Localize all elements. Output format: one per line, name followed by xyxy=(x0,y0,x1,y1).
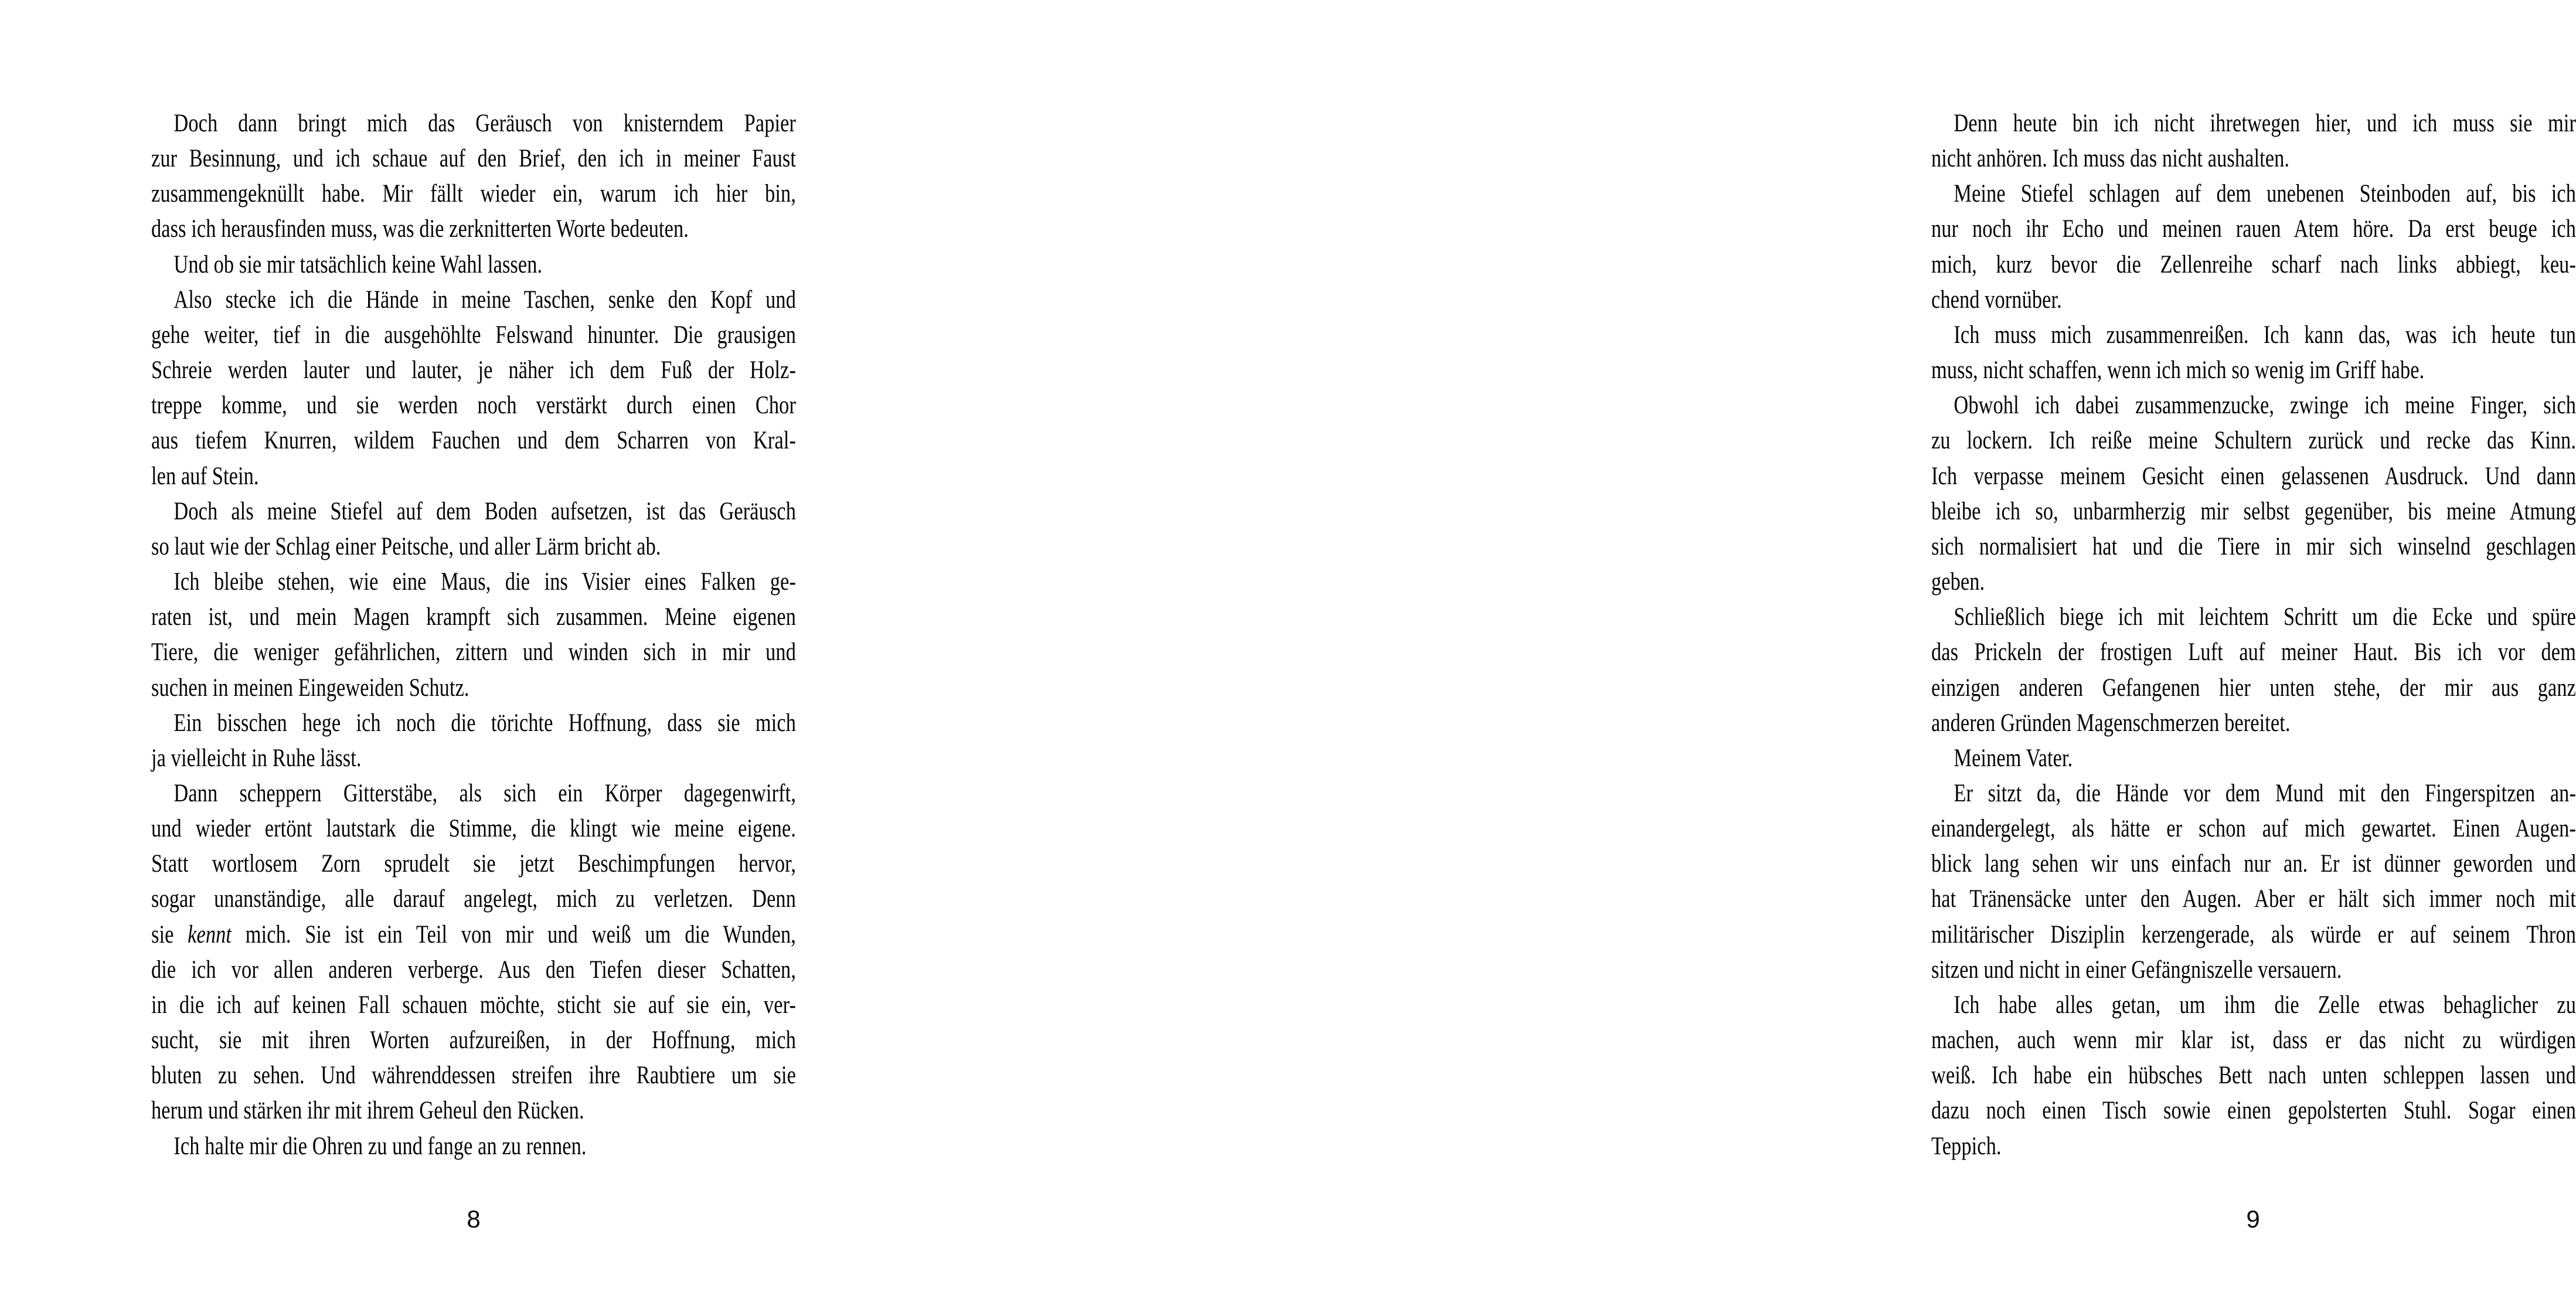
text-line: in die ich auf keinen Fall schauen möchte, sticht sie auf sie ein, ver- xyxy=(151,991,796,1019)
book-page-right xyxy=(908,0,2576,1316)
text-line: nur noch ihr Echo und meinen rauen Atem höre. Da erst beuge ich xyxy=(1931,215,2576,243)
text-line: Teppich. xyxy=(1931,1132,2002,1160)
text-line: Also stecke ich die Hände in meine Taschen, senke den Kopf und xyxy=(173,285,796,314)
text-line: Meine Stiefel schlagen auf dem unebenen Steinboden auf, bis ich xyxy=(1954,180,2576,208)
text-line: geben. xyxy=(1931,568,1985,596)
page-number-left: 8 xyxy=(467,1205,481,1233)
text-line: und wieder ertönt lautstark die Stimme, die klingt wie meine eigene. xyxy=(151,815,796,843)
text-line: bleibe ich so, unbarmherzig mir selbst gegenüber, bis meine Atmung xyxy=(1931,497,2576,525)
text-line: dass ich herausfinden muss, was die zerknitterten Worte bedeuten. xyxy=(151,215,689,243)
text-line: Ich habe alles getan, um ihm die Zelle etwas behaglicher zu xyxy=(1954,991,2576,1019)
text-line: ja vielleicht in Ruhe lässt. xyxy=(151,744,362,772)
text-line: Ich bleibe stehen, wie eine Maus, die ins Visier eines Falken ge- xyxy=(173,568,796,596)
text-line: Denn heute bin ich nicht ihretwegen hier, und ich muss sie mir xyxy=(1954,110,2576,137)
text-line: len auf Stein. xyxy=(151,462,259,490)
text-line: anderen Gründen Magenschmerzen bereitet. xyxy=(1931,709,2291,737)
text-line: bluten zu sehen. Und währenddessen streifen ihre Raubtiere um sie xyxy=(151,1062,796,1090)
text-line: raten ist, und mein Magen krampft sich zusammen. Meine eigenen xyxy=(151,603,796,631)
text-line: das Prickeln der frostigen Luft auf meiner Haut. Bis ich vor dem xyxy=(1931,638,2576,666)
text-line: aus tiefem Knurren, wildem Fauchen und dem Scharren von Kral- xyxy=(151,427,796,455)
text-line: Schließlich biege ich mit leichtem Schritt um die Ecke und spüre xyxy=(1954,603,2576,631)
text-line: Ich halte mir die Ohren zu und fange an zu rennen. xyxy=(173,1132,587,1160)
text-line: sich normalisiert hat und die Tiere in mir sich winselnd geschlagen xyxy=(1931,532,2576,560)
page-text-column-left xyxy=(151,106,796,1164)
text-line: sogar unanständige, alle darauf angelegt, mich zu verletzen. Denn xyxy=(151,885,796,913)
text-line: einzigen anderen Gefangenen hier unten stehe, der mir aus ganz xyxy=(1931,674,2576,702)
page-text-column-right xyxy=(1931,106,2576,1164)
text-line: zusammengeknüllt habe. Mir fällt wieder ein, warum ich hier bin, xyxy=(151,180,796,208)
text-line: chend vornüber. xyxy=(1931,285,2062,314)
text-line: mich, kurz bevor die Zellenreihe scharf nach links abbiegt, keu- xyxy=(1931,250,2576,278)
text-line: treppe komme, und sie werden noch verstärkt durch einen Chor xyxy=(151,392,796,420)
text-line: muss, nicht schaffen, wenn ich mich so wenig im Griff habe. xyxy=(1931,356,2425,385)
text-line: dazu noch einen Tisch sowie einen gepolsterten Stuhl. Sogar einen xyxy=(1931,1097,2576,1125)
page-number-right: 9 xyxy=(2246,1205,2260,1233)
text-line: Meinem Vater. xyxy=(1954,744,2073,772)
text-line: herum und stärken ihr mit ihrem Geheul den Rücken. xyxy=(151,1097,584,1125)
text-line: Ich verpasse meinem Gesicht einen gelassenen Ausdruck. Und dann xyxy=(1931,462,2576,490)
text-line: Dann scheppern Gitterstäbe, als sich ein Körper dagegenwirft, xyxy=(173,779,796,807)
text-line: Doch dann bringt mich das Geräusch von knisterndem Papier xyxy=(173,110,796,137)
text-line: einandergelegt, als hätte er schon auf mich gewartet. Einen Augen- xyxy=(1931,815,2576,843)
text-line: hat Tränensäcke unter den Augen. Aber er hält sich immer noch mit xyxy=(1931,885,2576,913)
text-line: Ein bisschen hege ich noch die törichte Hoffnung, dass sie mich xyxy=(173,709,796,737)
text-line: Er sitzt da, die Hände vor dem Mund mit den Fingerspitzen an- xyxy=(1954,779,2576,807)
text-line: zur Besinnung, und ich schaue auf den Brief, den ich in meiner Faust xyxy=(151,145,796,173)
text-line: Ich muss mich zusammenreißen. Ich kann das, was ich heute tun xyxy=(1954,321,2576,349)
text-line: militärischer Disziplin kerzengerade, als würde er auf seinem Thron xyxy=(1931,920,2576,948)
book-page-left xyxy=(0,0,908,1316)
text-line: nicht anhören. Ich muss das nicht aushalten. xyxy=(1931,145,2290,173)
text-line: so laut wie der Schlag einer Peitsche, und aller Lärm bricht ab. xyxy=(151,532,661,560)
text-line: blick lang sehen wir uns einfach nur an. Er ist dünner geworden und xyxy=(1931,850,2576,878)
text-line: Und ob sie mir tatsächlich keine Wahl lassen. xyxy=(173,250,543,278)
text-line: weiß. Ich habe ein hübsches Bett nach unten schleppen lassen und xyxy=(1931,1062,2576,1090)
text-line: Statt wortlosem Zorn sprudelt sie jetzt Beschimpfungen hervor, xyxy=(151,850,796,878)
text-line: sitzen und nicht in einer Gefängniszelle versauern. xyxy=(1931,955,2342,984)
text-line: sie kennt mich. Sie ist ein Teil von mir und weiß um die Wunden, xyxy=(151,920,796,948)
text-line: Tiere, die weniger gefährlichen, zittern und winden sich in mir und xyxy=(151,638,796,666)
text-line: Doch als meine Stiefel auf dem Boden aufsetzen, ist das Geräusch xyxy=(173,497,796,525)
text-line: die ich vor allen anderen verberge. Aus den Tiefen dieser Schatten, xyxy=(151,955,796,984)
text-line: suchen in meinen Eingeweiden Schutz. xyxy=(151,674,469,702)
text-line: Obwohl ich dabei zusammenzucke, zwinge ich meine Finger, sich xyxy=(1954,392,2576,420)
text-line: Schreie werden lauter und lauter, je näher ich dem Fuß der Holz- xyxy=(151,356,796,385)
text-line: machen, auch wenn mir klar ist, dass er das nicht zu würdigen xyxy=(1931,1026,2576,1055)
text-line: gehe weiter, tief in die ausgehöhlte Felswand hinunter. Die grausigen xyxy=(151,321,796,349)
text-line: sucht, sie mit ihren Worten aufzureißen, in der Hoffnung, mich xyxy=(151,1026,796,1055)
text-line: zu lockern. Ich reiße meine Schultern zurück und recke das Kinn. xyxy=(1931,427,2576,455)
